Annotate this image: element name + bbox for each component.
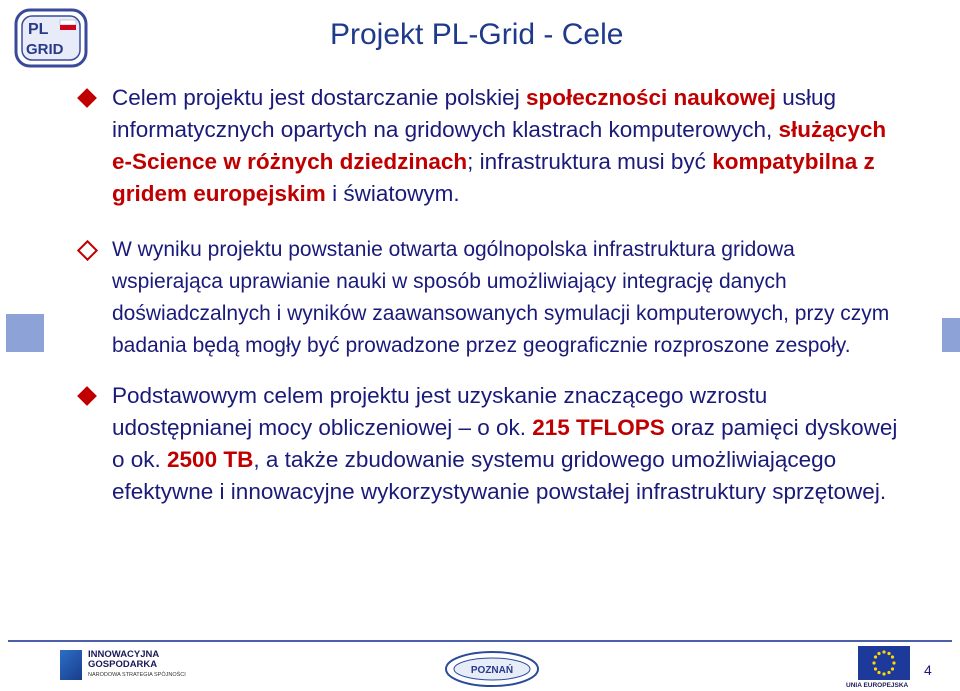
pl-grid-logo — [14, 6, 88, 70]
eu-flag — [858, 646, 910, 680]
poznan-text: POZNAŃ — [470, 665, 514, 676]
decorative-square-right — [942, 318, 960, 352]
bullet3-text-2: oraz pamięci dyskowej o ok. — [112, 415, 898, 472]
eu-stars-icon — [858, 646, 910, 680]
bullet-diamond-icon — [77, 386, 97, 406]
bullet-item-2 — [76, 234, 906, 362]
page-number: 4 — [924, 662, 932, 678]
logo-text-pl: PL — [28, 21, 49, 38]
bullet1-text-3: ; infrastruktura musi być — [467, 149, 713, 174]
bullet1-highlight-2: służących e-Science w różnych dziedzinach — [112, 117, 887, 174]
bullet3-text-1: Podstawowym celem projektu jest uzyskanie znaczącego wzrostu udostępnianej mocy obliczeniowej – o ok. — [112, 383, 768, 440]
bullet3-highlight-1: 215 TFLOPS — [532, 415, 665, 440]
innowacyjna-gospodarka-logo — [60, 650, 186, 680]
poznan-logo — [444, 650, 540, 688]
logo-text-grid: GRID — [26, 41, 64, 58]
ig-line2: GOSPODARKA — [88, 659, 158, 670]
bullet1-text-2: usług informatycznych opartych na gridowych klastrach komputerowych, — [112, 85, 837, 142]
ig-line3: NARODOWA STRATEGIA SPÓJNOŚCI — [88, 672, 186, 678]
slide-title: Projekt PL-Grid - Cele — [330, 18, 624, 51]
footer-divider — [8, 640, 952, 642]
bullet-diamond-icon — [77, 88, 97, 108]
bullet1-highlight-3: kompatybilna z gridem europejskim — [112, 149, 875, 206]
bullet3-text-3: , a także zbudowanie systemu gridowego umożliwiającego efektywne i innowacyjne wykorzystywanie powstałej infrastruktury sprzętowej. — [112, 447, 887, 504]
bullet-item-3 — [76, 380, 906, 508]
bullet-list — [76, 82, 906, 526]
bullet1-highlight-1: społeczności naukowej — [525, 85, 777, 110]
ig-line1: INNOWACYJNA — [88, 649, 160, 660]
bullet-diamond-outline-icon — [77, 240, 98, 261]
ig-logo-icon — [60, 650, 82, 680]
bullet1-text-1: Celem projektu jest dostarczanie polskiej — [112, 85, 526, 110]
eu-label: UNIA EUROPEJSKA — [846, 682, 909, 689]
bullet1-text-4: i światowym. — [325, 181, 460, 206]
decorative-square-left — [6, 314, 44, 352]
bullet-item-1 — [76, 82, 906, 210]
bullet3-highlight-2: 2500 TB — [167, 447, 254, 472]
bullet2-text: W wyniku projektu powstanie otwarta ogólnopolska infrastruktura gridowa wspierająca uprawianie nauki w sposób umożliwiający integrację danych doświadczalnych i wyników zaawansowanych symulacji komputerowych, przy czym badania będą mogły być prowadzone przez geograficznie rozproszone zespoły. — [112, 238, 890, 357]
